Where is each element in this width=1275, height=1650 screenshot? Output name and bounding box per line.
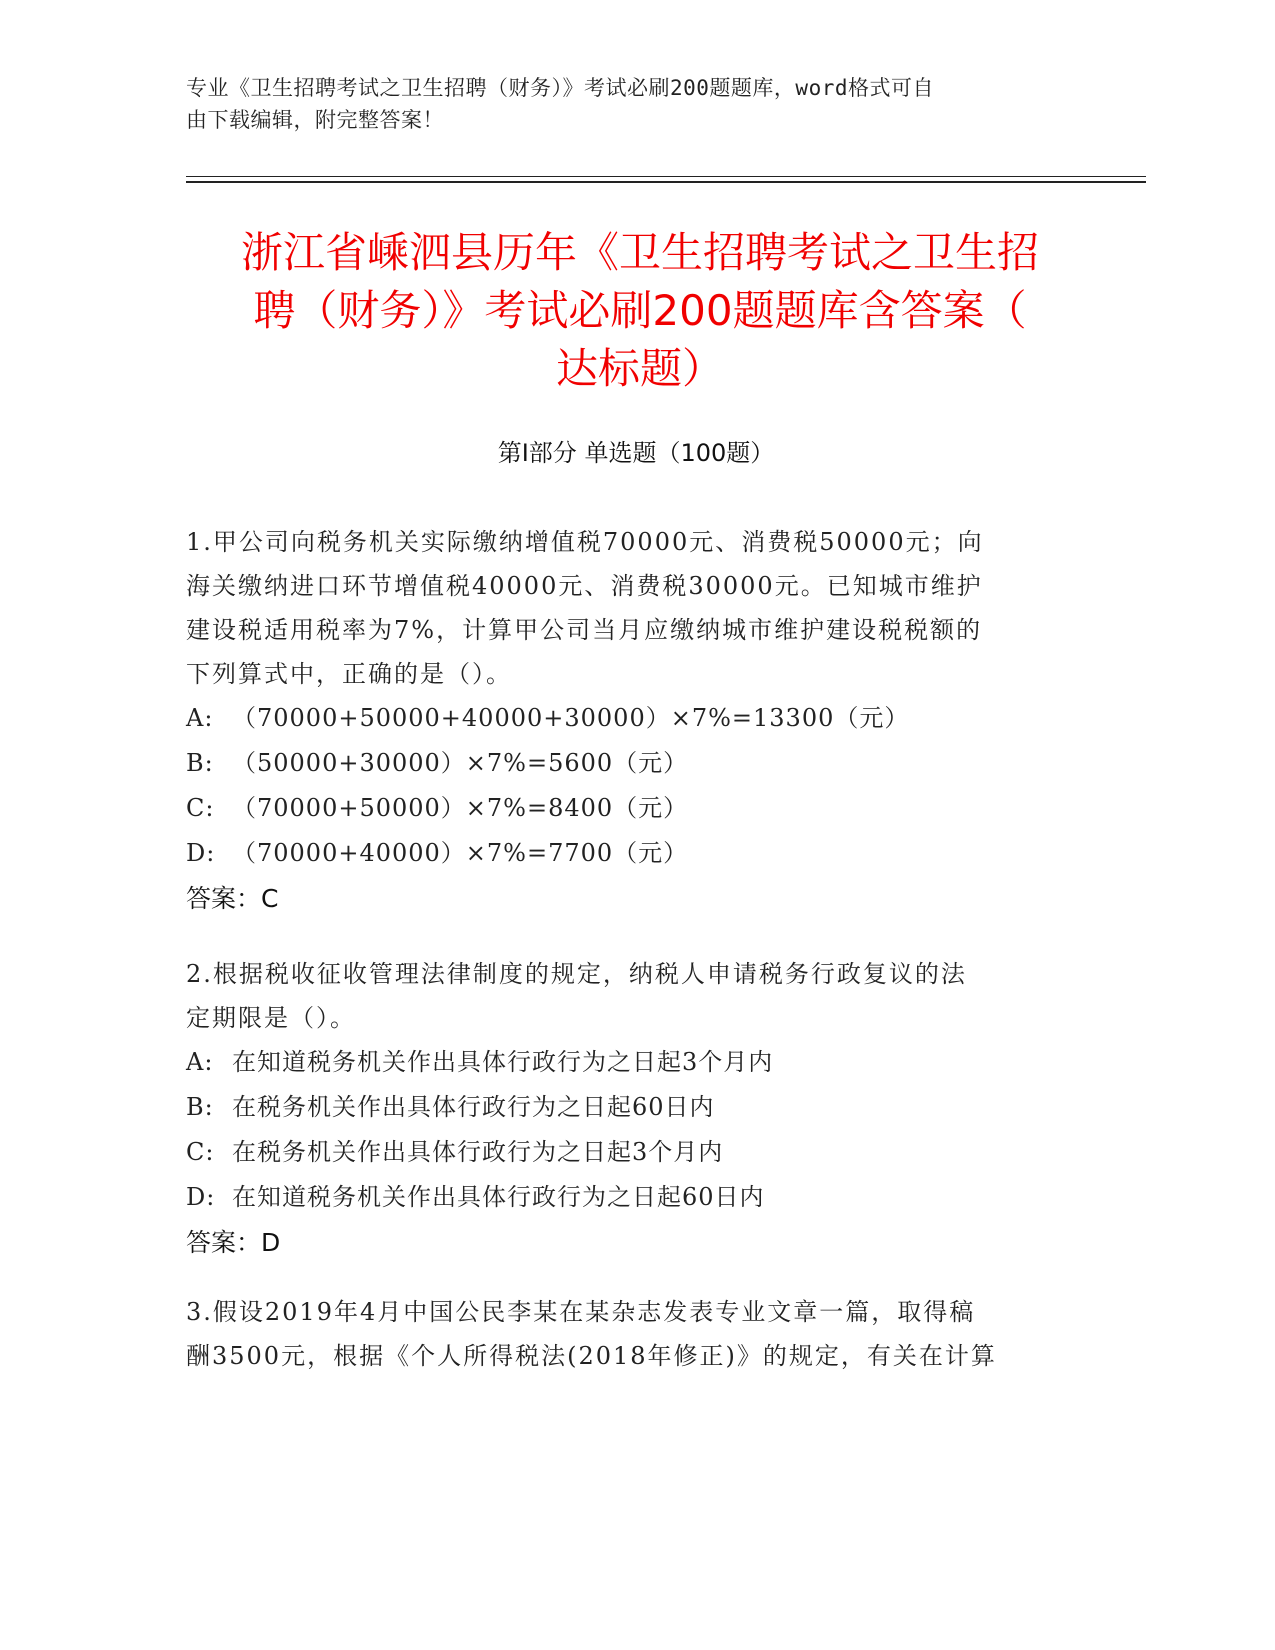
option-b <box>186 1085 1066 1130</box>
option-text: （50000+30000）×7%=5600（元） <box>232 749 689 777</box>
option-letter: A: <box>186 704 214 732</box>
document-title <box>190 224 1090 398</box>
option-text: 在知道税务机关作出具体行政行为之日起60日内 <box>232 1183 765 1211</box>
option-text: （70000+50000+40000+30000）×7%=13300（元） <box>232 704 910 732</box>
option-d <box>186 1175 1066 1220</box>
question-stem-line: 下列算式中，正确的是（）。 <box>186 660 512 688</box>
option-c <box>186 786 1066 831</box>
question-stem-line: 酬3500元，根据《个人所得税法(2018年修正)》的规定，有关在计算 <box>186 1342 997 1370</box>
question-stem-line: 2.根据税收征收管理法律制度的规定，纳税人申请税务行政复议的法 <box>186 960 967 988</box>
document-title-line: 聘（财务）》考试必刷200题题库含答案（ <box>253 286 1027 335</box>
question-stem-line: 定期限是（）。 <box>186 1004 356 1032</box>
option-b <box>186 741 1066 786</box>
option-text: （70000+40000）×7%=7700（元） <box>232 839 689 867</box>
question-stem-line: 3.假设2019年4月中国公民李某在某杂志发表专业文章一篇，取得稿 <box>186 1298 976 1326</box>
option-a <box>186 1040 1066 1085</box>
section-heading: 第Ⅰ部分 单选题（100题） <box>497 439 775 467</box>
option-c <box>186 1130 1066 1175</box>
option-text: 在知道税务机关作出具体行政行为之日起3个月内 <box>232 1048 774 1076</box>
question-stem-line: 建设税适用税率为7%，计算甲公司当月应缴纳城市维护建设税税额的 <box>186 616 983 644</box>
header-note-line: 专业《卫生招聘考试之卫生招聘（财务）》考试必刷200题题库，word格式可自 <box>186 76 934 100</box>
option-letter: C: <box>186 794 215 822</box>
document-title-line: 浙江省嵊泗县历年《卫生招聘考试之卫生招 <box>240 228 1039 277</box>
option-letter: D: <box>186 839 216 867</box>
answer-line: 答案：C <box>186 884 279 913</box>
option-d <box>186 831 1066 876</box>
question-1 <box>186 520 1066 922</box>
question-stem-line: 1.甲公司向税务机关实际缴纳增值税70000元、消费税50000元；向 <box>186 528 984 556</box>
answer-line: 答案：D <box>186 1228 281 1257</box>
question-stem-line: 海关缴纳进口环节增值税40000元、消费税30000元。已知城市维护 <box>186 572 983 600</box>
option-letter: B: <box>186 749 214 777</box>
header-note-line: 由下载编辑，附完整答案！ <box>186 108 444 132</box>
question-2 <box>186 952 1066 1266</box>
header-divider-thick <box>186 181 1146 183</box>
option-letter: B: <box>186 1093 214 1121</box>
question-3 <box>186 1290 1066 1378</box>
option-letter: D: <box>186 1183 216 1211</box>
header-note <box>186 72 1066 136</box>
option-a <box>186 696 1066 741</box>
document-title-line: 达标题） <box>555 344 724 393</box>
option-text: 在税务机关作出具体行政行为之日起60日内 <box>232 1093 715 1121</box>
option-letter: A: <box>186 1048 214 1076</box>
option-text: 在税务机关作出具体行政行为之日起3个月内 <box>232 1138 724 1166</box>
option-letter: C: <box>186 1138 215 1166</box>
header-divider-thin <box>186 176 1146 177</box>
option-text: （70000+50000）×7%=8400（元） <box>232 794 689 822</box>
